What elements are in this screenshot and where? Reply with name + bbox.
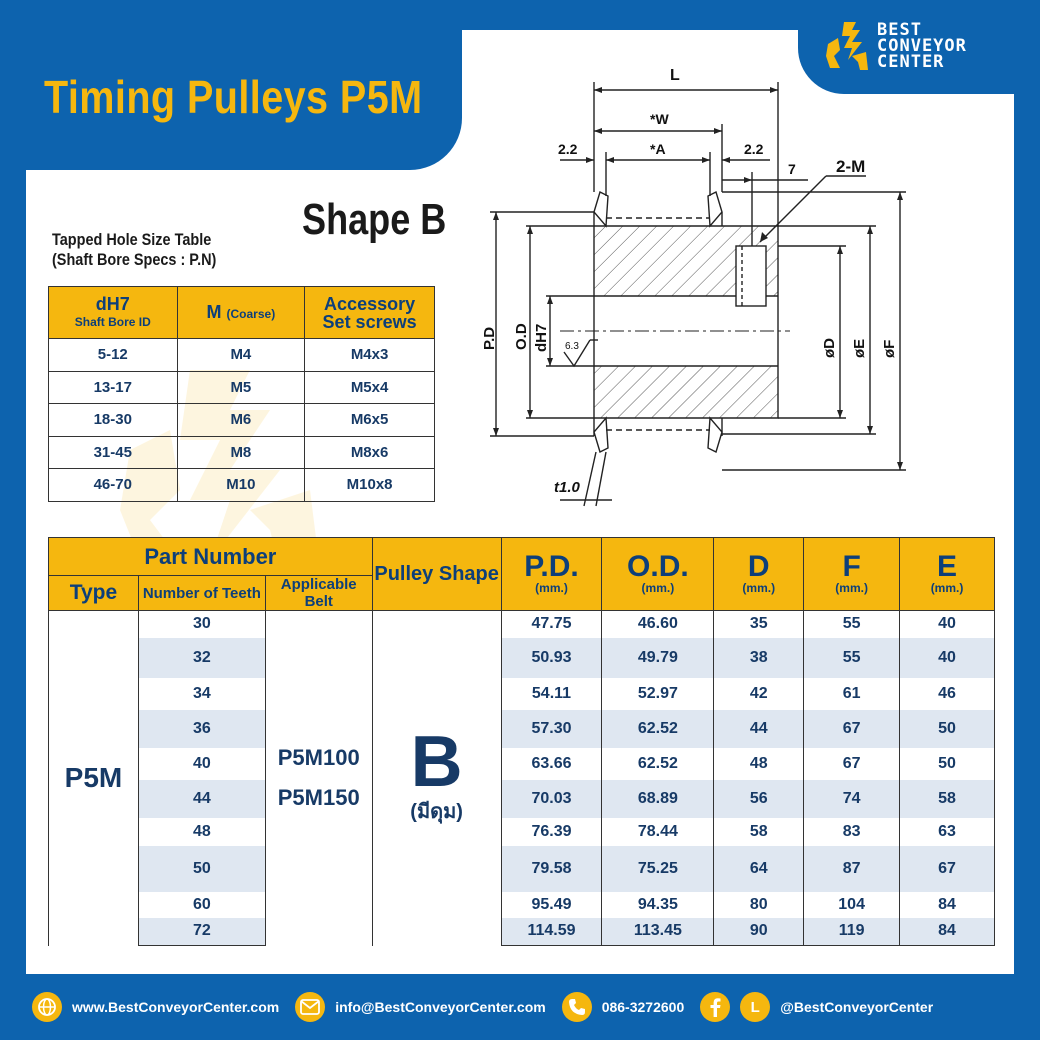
bore-cell: 46-70 [49,469,178,502]
dim-phiD: øD [821,338,838,358]
teeth-cell: 60 [138,892,265,918]
bore-header-label: dH7 [95,293,130,314]
d-header [714,538,804,611]
belt-value-1: P5M100 [277,745,360,771]
tapped-hole-table [48,286,435,502]
table-row [49,638,995,678]
f-cell: 61 [804,678,900,710]
d-cell: 80 [714,892,804,918]
dim-seven: 7 [788,161,796,177]
bore-cell: 5-12 [49,339,178,372]
pd-cell: 70.03 [501,780,602,818]
teeth-cell: 30 [138,611,265,638]
pulley-drawing [470,55,930,525]
tapped-row [49,371,435,404]
e-cell: 46 [900,678,995,710]
dim-A: *A [650,141,666,157]
table-row [49,748,995,780]
shape-cell [372,611,501,946]
od-cell: 94.35 [602,892,714,918]
od-cell: 68.89 [602,780,714,818]
table-row [49,710,995,748]
phone-number[interactable]: 086-3272600 [601,999,685,1015]
dim-W: *W [650,111,669,127]
f-cell: 55 [804,638,900,678]
f-cell: 119 [804,918,900,946]
teeth-cell: 34 [138,678,265,710]
roughness-value: 6.3 [565,341,579,352]
m-cell: M10 [177,469,305,502]
facebook-icon[interactable] [700,992,730,1022]
teeth-cell: 50 [138,846,265,892]
pd-header-unit: (mm.) [535,581,568,595]
table-row [49,780,995,818]
social-handle[interactable]: @BestConveyorCenter [780,999,934,1015]
bore-cell: 13-17 [49,371,178,404]
dim-phiE: øE [851,338,868,358]
belt-cell [265,611,372,946]
bore-cell: 31-45 [49,436,178,469]
teeth-cell: 72 [138,918,265,946]
pd-header [501,538,602,611]
pd-cell: 79.58 [501,846,602,892]
f-header-unit: (mm.) [835,581,868,595]
contact-footer [0,984,1040,1030]
pd-cell: 57.30 [501,710,602,748]
dim-right: 2.2 [744,141,764,157]
od-header-label: O.D. [627,550,689,583]
dim-L: L [670,67,680,84]
bore-cell: 18-30 [49,404,178,437]
d-cell: 38 [714,638,804,678]
f-header-label: F [842,550,861,583]
dim-PD: P.D [481,326,498,350]
od-cell: 49.79 [602,638,714,678]
d-cell: 44 [714,710,804,748]
bore-header-sub: Shaft Bore ID [74,314,151,329]
e-cell: 84 [900,918,995,946]
tapped-col-screw-header [305,287,435,339]
e-cell: 58 [900,780,995,818]
pd-cell: 47.75 [501,611,602,638]
belt-value-2: P5M150 [277,785,360,811]
e-cell: 50 [900,710,995,748]
d-header-unit: (mm.) [742,581,776,595]
screw-cell: M6x5 [305,404,435,437]
pd-cell: 76.39 [501,818,602,846]
f-cell: 67 [804,710,900,748]
f-cell: 83 [804,818,900,846]
dim-dH7: dH7 [533,323,550,352]
shape-value: B [410,722,463,803]
table-row [49,892,995,918]
table-row [49,611,995,638]
f-cell: 67 [804,748,900,780]
e-cell: 67 [900,846,995,892]
od-cell: 62.52 [602,710,714,748]
pulley-spec-table [48,537,995,946]
e-header-label: E [937,550,958,583]
tapped-row [49,404,435,437]
tapped-row [49,436,435,469]
type-cell [49,611,139,946]
f-cell: 55 [804,611,900,638]
d-cell: 56 [714,780,804,818]
m-header-sub: (Coarse) [226,306,276,321]
teeth-cell: 40 [138,748,265,780]
phone-icon [562,992,592,1022]
tapped-row [49,469,435,502]
tapped-col-m-header [177,287,305,339]
tapped-title-line-1: Tapped Hole Size Table [52,230,212,249]
teeth-cell: 48 [138,818,265,846]
tapped-row [49,339,435,372]
d-cell: 64 [714,846,804,892]
dim-left: 2.2 [558,141,578,157]
shape-title: Shape B [302,195,447,244]
table-row [49,846,995,892]
screw-header-line-1: Accessory [324,293,416,314]
dim-t: t1.0 [554,479,580,496]
d-cell: 58 [714,818,804,846]
tapped-col-bore-header [49,287,178,339]
m-cell: M8 [177,436,305,469]
teeth-header: Number of Teeth [138,576,265,611]
d-cell: 90 [714,918,804,946]
screw-cell: M8x6 [305,436,435,469]
f-cell: 104 [804,892,900,918]
e-cell: 40 [900,638,995,678]
pulley-shape-header: Pulley Shape [372,538,501,611]
pd-cell: 54.11 [501,678,602,710]
od-cell: 75.25 [602,846,714,892]
f-cell: 87 [804,846,900,892]
dim-phiF: øF [881,339,898,358]
e-cell: 40 [900,611,995,638]
d-cell: 35 [714,611,804,638]
line-icon[interactable]: L [740,992,770,1022]
teeth-cell: 44 [138,780,265,818]
teeth-cell: 32 [138,638,265,678]
table-row [49,918,995,946]
brand-line-3: CENTER [877,52,945,72]
e-cell: 50 [900,748,995,780]
od-header [602,538,714,611]
d-cell: 42 [714,678,804,710]
belt-header: Applicable Belt [265,576,372,611]
pd-cell: 63.66 [501,748,602,780]
e-cell: 84 [900,892,995,918]
type-header: Type [49,576,139,611]
od-cell: 78.44 [602,818,714,846]
brand-line-1: BEST [877,20,922,40]
dim-OD: O.D [513,323,530,350]
screw-cell: M4x3 [305,339,435,372]
screw-header-line-2: Set screws [322,311,417,332]
pd-header-label: P.D. [524,550,579,583]
mail-icon [295,992,325,1022]
od-cell: 62.52 [602,748,714,780]
od-cell: 52.97 [602,678,714,710]
tapped-title-line-2: (Shaft Bore Specs : P.N) [52,250,217,269]
m-header-label: M [206,301,222,322]
od-cell: 46.60 [602,611,714,638]
teeth-cell: 36 [138,710,265,748]
od-header-unit: (mm.) [641,581,675,595]
page-title: Timing Pulleys P5M [44,71,423,123]
tapped-table-title [52,230,216,270]
shape-sub: (มีดุม) [410,801,463,824]
screw-cell: M5x4 [305,371,435,404]
m-cell: M6 [177,404,305,437]
screw-cell: M10x8 [305,469,435,502]
brand-line-2: CONVEYOR [877,36,967,56]
website-link[interactable]: www.BestConveyorCenter.com [72,999,280,1015]
table-row [49,678,995,710]
dim-2M: 2-M [836,157,866,176]
part-number-header: Part Number [49,538,373,576]
e-header [900,538,995,611]
m-cell: M5 [177,371,305,404]
pd-cell: 50.93 [501,638,602,678]
pd-cell: 95.49 [501,892,602,918]
d-cell: 48 [714,748,804,780]
e-cell: 63 [900,818,995,846]
globe-icon [32,992,62,1022]
f-cell: 74 [804,780,900,818]
type-value: P5M [64,762,123,794]
pd-cell: 114.59 [501,918,602,946]
e-header-unit: (mm.) [930,581,964,595]
email-link[interactable]: info@BestConveyorCenter.com [335,999,546,1015]
m-cell: M4 [177,339,305,372]
od-cell: 113.45 [602,918,714,946]
d-header-label: D [747,550,770,583]
table-row [49,818,995,846]
f-header [804,538,900,611]
